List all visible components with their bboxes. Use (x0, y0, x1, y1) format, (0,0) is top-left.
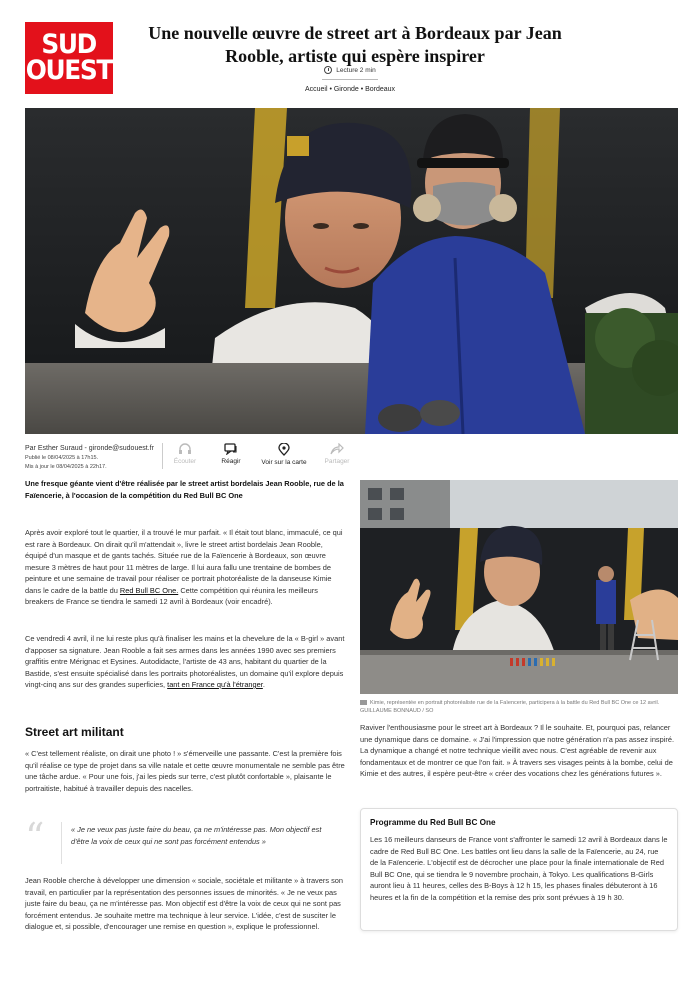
read-time-label: Lecture 2 min (336, 66, 376, 74)
share-button[interactable] (314, 443, 360, 466)
breadcrumb[interactable]: Accueil • Gironde • Bordeaux (304, 86, 396, 93)
paragraph-5: Raviver l'enthousiasme pour le street art à Bordeaux ? Il le souhaite. Et, pourquoi pas, relancer une dynamique dans ce domaine. « J'ai l'impression que notre génération n'a pas assez inspiré. La dynamique a changé et notre technique vieillit avec nous. C'est agréable de revenir aux fondamentaux et de montrer ce que l'on fait. » À travers ses visages peints à la bombe, celui de Kimie et des autres, il espère peut-être « créer des vocations chez les générations futures ». (360, 723, 675, 778)
map-button[interactable] (254, 443, 314, 466)
paragraph-3: « C'est tellement réaliste, on dirait une photo ! » s'émerveille une passante. C'est la première fois qu'il réalise ce type de projet dans sa ville natale et cette œuvre monumentale ne semble pas être une tâche ardue. « Pour une fois, j'ai les pieds sur terre, c'est plutôt confortable », plaisante le portraitiste, habitué à travailler depuis des nacelles. (25, 749, 345, 793)
program-box (360, 808, 678, 931)
red-bull-link[interactable]: Red Bull BC One. (119, 585, 179, 595)
subheading: Street art militant (25, 725, 124, 739)
quote-bar (61, 822, 62, 864)
map-pin-icon (278, 443, 290, 456)
camera-icon (360, 700, 367, 705)
comment-label: Réagir (221, 458, 241, 465)
program-box-title: Programme du Red Bull BC One (370, 818, 496, 827)
pull-quote-text: « Je ne veux pas juste faire du beau, ça ne m'intéresse pas. Mon objectif est d'être la voix de ceux qui ne sont pas forcément entendus » (71, 825, 322, 846)
author-byline[interactable]: Par Esther Suraud - gironde@sudouest.fr (25, 445, 154, 452)
hero-photo (25, 108, 678, 434)
listen-button[interactable] (162, 443, 208, 466)
paragraph-2 (25, 633, 345, 691)
published-date: Publié le 08/04/2025 à 17h15. (25, 455, 99, 461)
paragraph-4: Jean Rooble cherche à développer une dimension « sociale, sociétale et militante » à travers son travail, en particulier par la représentation des personnes issues de minorités. « Je ne veux pas juste faire du beau, ça ne m'intéresse pas. Mon objectif est d'être la voix de ceux qui ne sont pas forcément entendus. Je souhaite mettre ma technique à leur service. L'idée, c'est de susciter le dialogue et, si possible, d'encourager une remise en question », explique le professionnel. (25, 876, 343, 931)
comment-button[interactable] (208, 443, 254, 466)
title-divider (322, 79, 378, 80)
logo-line-1: SUD (41, 29, 97, 60)
listen-label: Écouter (173, 458, 197, 465)
secondary-photo[interactable] (360, 480, 678, 694)
read-time (0, 66, 700, 74)
program-box-text: Les 16 meilleurs danseurs de France vont s'affronter le samedi 12 avril à Bordeaux dans le cadre de Red Bull BC One. Les battles ont lieu dans la salle de la Faïencerie, au 24, rue de la Faïencerie. L'objectif est de décrocher une place pour la finale internationale de Red Bull BC One, qui se tiendra le 9 novembre prochain, à Tokyo. Les qualifications B-Girls auront lieu à 11 heures, celles des B-Boys à 12 h 15, les phases finales débuteront à 16 heures et la fin de la compétition et la remise des prix sont prévues à 19 h 30. (370, 835, 668, 902)
article-title: Une nouvelle œuvre de street art à Bordeaux par Jean Rooble, artiste qui espère inspirer (148, 23, 562, 66)
clock-icon (324, 66, 332, 74)
updated-date: Mis à jour le 08/04/2025 à 22h17. (25, 464, 107, 470)
photo-caption (360, 699, 678, 715)
article-meta (25, 443, 154, 472)
headphones-icon (178, 443, 192, 455)
map-label: Voir sur la carte (261, 459, 307, 466)
paragraph-2-text: Ce vendredi 4 avril, il ne lui reste plus qu'à finaliser les mains et la chevelure de la « B-girl » avant d'apposer sa signature. Jean Rooble a fait ses armes dans les années 1990 avec ses premiers graffitis entre Mérignac et Eysines. Autodidacte, l'artiste de 43 ans, habitant du quartier de la Bastide, s'est ensuite spécialisé dans les portraits photoréalistes, un domaine qu'il explore depuis vingt-cinq ans sur des grandes superficies, (25, 634, 345, 689)
paragraph-1-end: Cette compétition qui réunira les meilleurs breakers de France se tiendra le samedi 12 avril à Bordeaux (voir encadré). (25, 585, 318, 606)
quote-mark-icon: “ (25, 815, 45, 859)
pull-quote (25, 815, 345, 864)
share-icon (330, 443, 344, 455)
logo-line-2: OUEST (25, 55, 113, 86)
france-etranger-link[interactable]: tant en France qu'à l'étranger (167, 680, 263, 689)
article-lead: Une fresque géante vient d'être réalisée par le street artist bordelais Jean Rooble, rue de la Faïencerie, à l'occasion de la compétition du Red Bull BC One (25, 479, 344, 500)
comment-icon (224, 443, 238, 455)
paragraph-2-end: . (262, 680, 265, 689)
paragraph-1-text: Après avoir exploré tout le quartier, il a trouvé le mur parfait. « Il était tout blanc, immaculé, ce qui est rare à Bordeaux. On dirait qu'il m'attendait », livre le street artist bordelais Jean Rooble, équipé d'un masque et de gants tachés. Située rue de la Faïencerie à Bordeaux, son œuvre mesure 3 mètres de haut pour 11 mètres de large. Il lui aura fallu une trentaine de bombes de peinture et une semaine de travail pour réaliser ce portrait photoréaliste de la danseuse Kimie dans le cadre de la battle du (25, 528, 343, 595)
share-label: Partager (324, 458, 350, 465)
paragraph-1 (25, 527, 345, 608)
sud-ouest-logo[interactable] (25, 22, 113, 94)
photo-caption-text: Kimie, représentée en portrait photoréaliste rue de la Faïencerie, participera à la battle du Red Bull BC One ce 12 avril. GUILLAUME BONNAUD / SO (360, 700, 660, 714)
article-actions (162, 443, 360, 466)
